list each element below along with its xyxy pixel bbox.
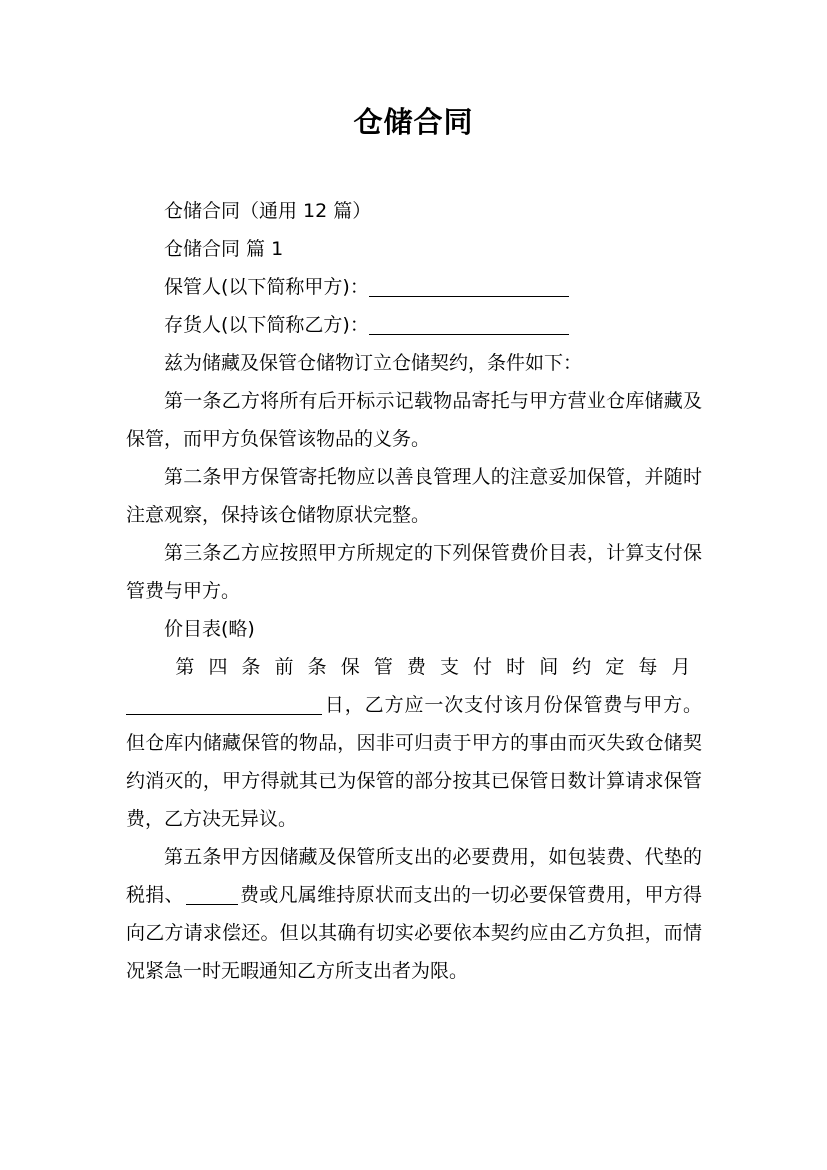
keeper-label: 保管人(以下简称甲方)： (164, 276, 369, 298)
article-2: 第二条甲方保管寄托物应以善良管理人的注意妥加保管，并随时注意观察，保持该仓储物原状完整。 (126, 466, 702, 526)
fee-blank (186, 903, 238, 905)
subtitle-line: 仓储合同（通用 12 篇） (164, 200, 372, 222)
article-1: 第一条乙方将所有后开标示记载物品寄托与甲方营业仓库储藏及保管，而甲方负保管该物品的义务。 (126, 390, 702, 450)
document-body (126, 192, 702, 990)
depositor-blank (369, 333, 569, 335)
keeper-line (126, 268, 702, 306)
article-4-body (126, 686, 702, 838)
keeper-blank (369, 295, 569, 297)
article-3: 第三条乙方应按照甲方所规定的下列保管费价目表，计算支付保管费与甲方。 (126, 542, 702, 602)
article-4-tail: 日，乙方应一次支付该月份保管费与甲方。但仓库内储藏保管的物品，因非可归责于甲方的事由而灭失致仓储契约消灭的，甲方得就其已为保管的部分按其已保管日数计算请求保管费，乙方决无异议。 (126, 694, 702, 830)
intro-paragraph: 兹为储藏及保管仓储物订立仓储契约，条件如下： (164, 352, 583, 374)
month-day-blank (126, 713, 322, 715)
chapter-line: 仓储合同 篇 1 (164, 238, 284, 260)
document-title: 仓储合同 (353, 105, 474, 139)
article-5 (126, 838, 702, 990)
article-5-part-b: 费或凡属维持原状而支出的一切必要保管费用，甲方得向乙方请求偿还。但以其确有切实必要依本契约应由乙方负担，而情况紧急一时无暇通知乙方所支出者为限。 (126, 884, 702, 982)
article-4-head: 第四条前条保管费支付时间约定每月 (175, 656, 702, 678)
article-5-part-a: 第五条甲方因储藏及保管所支出的必要费用，如包装费、代垫的税捐、 (126, 846, 702, 906)
depositor-label: 存货人(以下简称乙方)： (164, 314, 369, 336)
depositor-line (126, 306, 702, 344)
price-table-line: 价目表(略) (164, 618, 255, 640)
